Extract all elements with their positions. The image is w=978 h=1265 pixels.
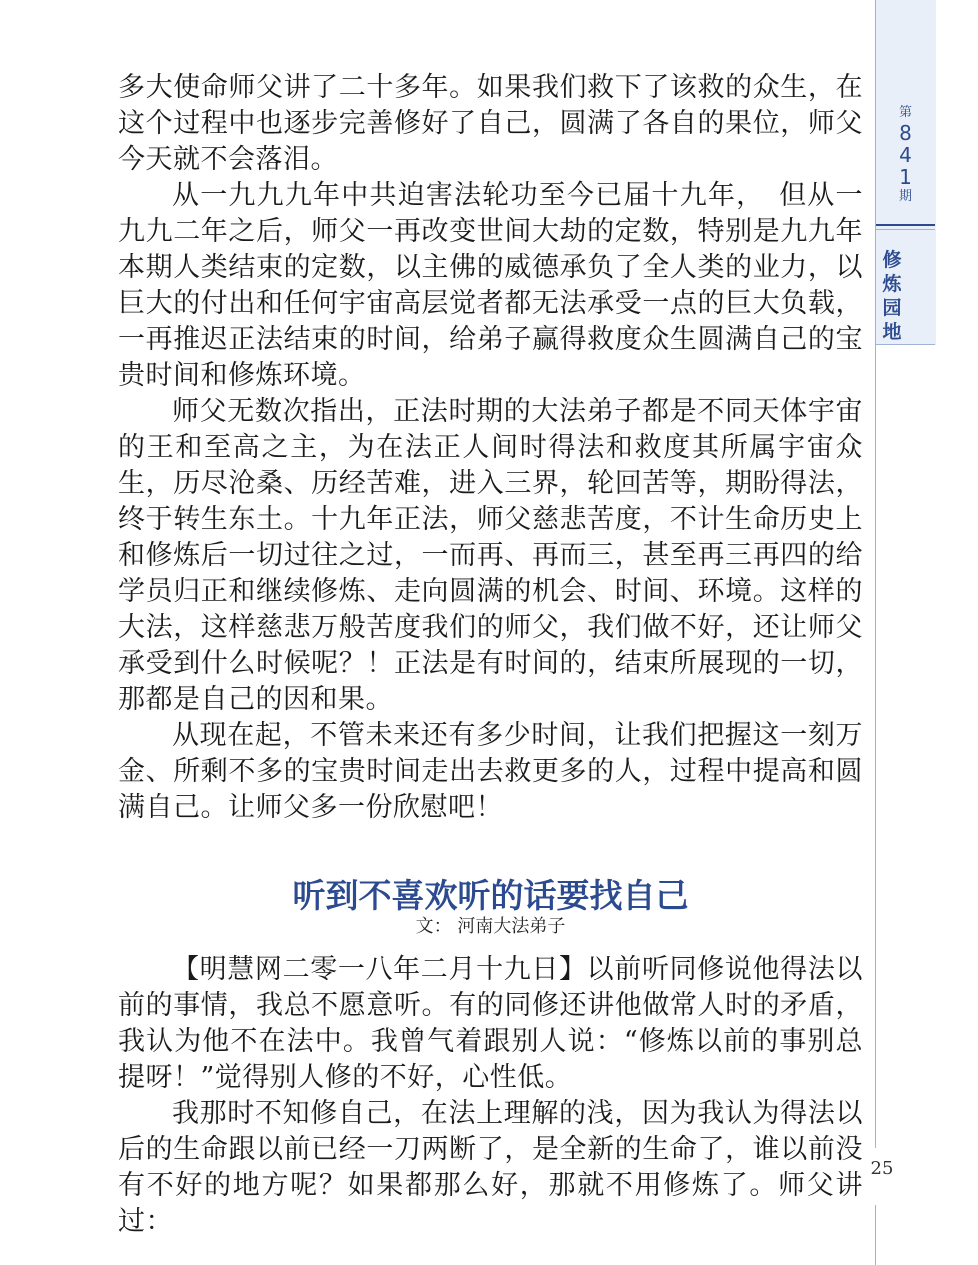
section-char: 修 [882,249,902,271]
section-char: 炼 [882,273,902,295]
issue-digit: 1 [899,165,912,189]
article-byline: 文： 河南大法弟子 [415,916,566,937]
body-paragraph: 从现在起，不管未来还有多少时间，让我们把握这一刻万金、所剩不多的宝贵时间走出去救更多的人，过程中提高和圆满自己。让师父多一份欣慰吧！ [118,720,863,823]
issue-label [876,104,935,222]
page-number: 25 [870,1158,894,1179]
body-paragraph: 我那时不知修自己，在法上理解的浅，因为我认为得法以后的生命跟以前已经一刀两断了，是全新的生命了，谁以前没有不好的地方呢？如果都那么好，那就不用修炼了。师父讲过： [118,1098,863,1237]
issue-prefix: 第 [898,105,912,120]
issue-suffix: 期 [898,189,912,204]
body-paragraph: 【明慧网二零一八年二月十九日】以前听同修说他得法以前的事情，我总不愿意听。有的同修还讲他做常人时的矛盾，我认为他不在法中。我曾气着跟别人说：“修炼以前的事别总提呀！”觉得别人修的不好，心性低。 [118,954,863,1093]
section-char: 地 [882,321,902,343]
issue-digit: 8 [899,121,912,145]
body-paragraph: 从一九九九年中共迫害法轮功至今已届十九年， 但从一九九二年之后，师父一再改变世间大劫的定数，特别是九九年本期人类结束的定数，以主佛的威德承负了全人类的业力，以巨大的付出和任何宇宙高层觉者都无法承受一点的巨大负载，一再推迟正法结束的时间，给弟子赢得救度众生圆满自己的宝贵时间和修炼环境。 [118,180,863,391]
margin-rule [875,1205,876,1265]
article-title: 听到不喜欢听的话要找自己 [292,876,689,915]
sidebar-divider [876,344,935,345]
body-paragraph: 多大使命师父讲了二十多年。如果我们救下了该救的众生，在这个过程中也逐步完善修好了自己，圆满了各自的果位，师父今天就不会落泪。 [118,72,863,175]
page-body [118,70,863,1240]
section-label [876,248,908,344]
body-paragraph: 师父无数次指出，正法时期的大法弟子都是不同天体宇宙的王和至高之主，为在法正人间时得法和救度其所属宇宙众生，历尽沧桑、历经苦难，进入三界，轮回苦等，期盼得法，终于转生东土。十九年正法，师父慈悲苦度，不计生命历史上和修炼后一切过往之过，一而再、再而三，甚至再三再四的给学员归正和继续修炼、走向圆满的机会、时间、环境。这样的大法，这样慈悲万般苦度我们的师父，我们做不好，还让师父承受到什么时候呢？！正法是有时间的，结束所展现的一切，那都是自己的因和果。 [118,396,863,715]
section-char: 园 [882,297,902,319]
sidebar-divider [876,229,935,230]
sidebar-divider [876,224,935,226]
issue-digit: 4 [899,143,912,167]
